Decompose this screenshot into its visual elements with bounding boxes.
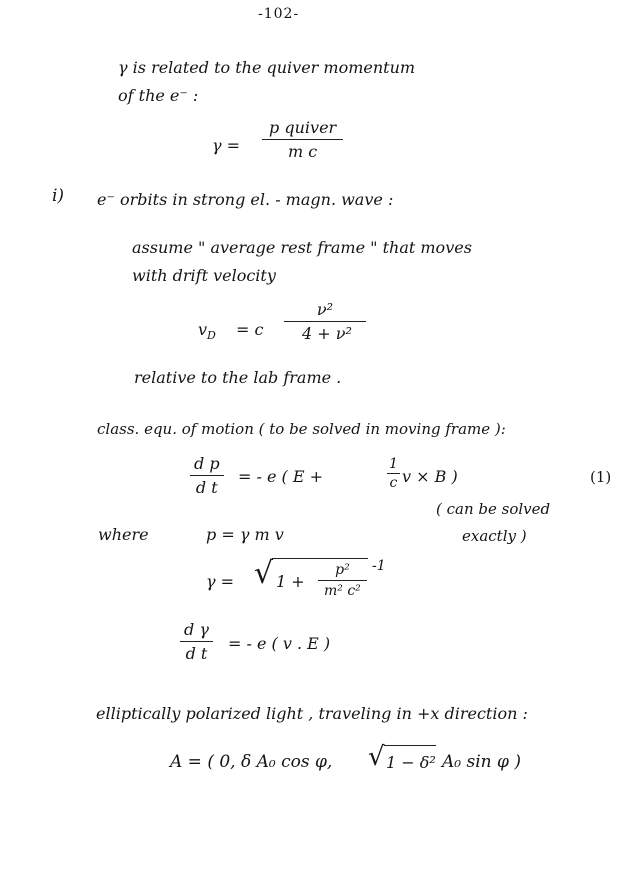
eq-gamma2-inner: 1 + bbox=[276, 572, 305, 591]
eq-vd-denominator: 4 + ν² bbox=[284, 321, 366, 343]
eq-vd-fraction bbox=[284, 300, 366, 343]
eq-a-sqrt-inner: 1 − δ² bbox=[386, 753, 436, 772]
assume-line-1: assume " average rest frame " that moves bbox=[132, 238, 472, 257]
eq-dgamma-denominator: d t bbox=[180, 641, 214, 663]
intro-line-2: of the e⁻ : bbox=[118, 86, 199, 105]
intro-line-1: γ is related to the quiver momentum bbox=[118, 58, 416, 77]
relative-text: relative to the lab frame . bbox=[134, 368, 342, 387]
eq-dgamma-rhs: = - e ( v . E ) bbox=[228, 634, 331, 653]
eq1-fraction bbox=[188, 454, 226, 497]
where-label: where bbox=[98, 525, 149, 544]
eq-a-rhs: A₀ sin φ ) bbox=[442, 752, 521, 772]
eq1-one-over-c bbox=[386, 456, 401, 491]
eq-vd-subscript: D bbox=[207, 329, 216, 343]
eq1-numerator: d p bbox=[194, 454, 220, 473]
eq-dgamma-fraction bbox=[178, 620, 215, 663]
eq-gamma2-denominator: m² c² bbox=[318, 580, 367, 599]
eq1-rhs: = - e ( E + bbox=[238, 467, 324, 486]
class-eq-text: class. equ. of motion ( to be solved in moving frame ): bbox=[97, 420, 506, 438]
eq-vd-numerator: ν² bbox=[316, 300, 334, 319]
eq-vd-symbol: v bbox=[198, 320, 208, 339]
eq1-frac-num: 1 bbox=[389, 456, 398, 472]
eq-a-sqrt-sign: √ bbox=[368, 742, 385, 772]
eq-a-lhs: A = ( 0, δ A₀ cos φ, bbox=[170, 752, 333, 772]
section-i-text: e⁻ orbits in strong el. - magn. wave : bbox=[97, 190, 394, 209]
eq1-denominator: d t bbox=[190, 475, 224, 497]
eq-a-sqrt-overbar bbox=[384, 745, 436, 746]
can-be-solved-1: ( can be solved bbox=[436, 500, 551, 518]
section-i-label: i) bbox=[52, 186, 65, 206]
eq-gamma-fraction bbox=[262, 118, 343, 161]
eq-gamma2-exponent: -1 bbox=[372, 558, 386, 574]
elliptic-text: elliptically polarized light , traveling in +x direction : bbox=[96, 704, 528, 723]
eq-vd-equals: = c bbox=[236, 320, 264, 339]
eq-vd-lhs bbox=[198, 320, 216, 342]
can-be-solved-2: exactly ) bbox=[462, 527, 527, 545]
eq1-frac-den: c bbox=[387, 473, 401, 491]
eq-p: p = γ m v bbox=[206, 525, 284, 544]
eq-gamma-numerator: p quiver bbox=[269, 118, 337, 137]
eq1-tag: (1) bbox=[590, 468, 612, 486]
sqrt-sign: √ bbox=[254, 556, 274, 591]
eq-gamma2-lhs: γ = bbox=[206, 572, 235, 591]
eq-dgamma-numerator: d γ bbox=[184, 620, 209, 639]
eq-gamma-denominator: m c bbox=[262, 139, 343, 161]
eq-gamma2-fraction bbox=[318, 562, 367, 599]
eq1-rhs-2: v × B ) bbox=[402, 467, 458, 486]
page-number: -102- bbox=[258, 6, 300, 22]
sqrt-overbar bbox=[272, 558, 368, 559]
eq-gamma-lhs: γ = bbox=[212, 136, 241, 155]
eq-gamma2-numerator: p² bbox=[335, 562, 350, 578]
assume-line-2: with drift velocity bbox=[132, 266, 276, 285]
